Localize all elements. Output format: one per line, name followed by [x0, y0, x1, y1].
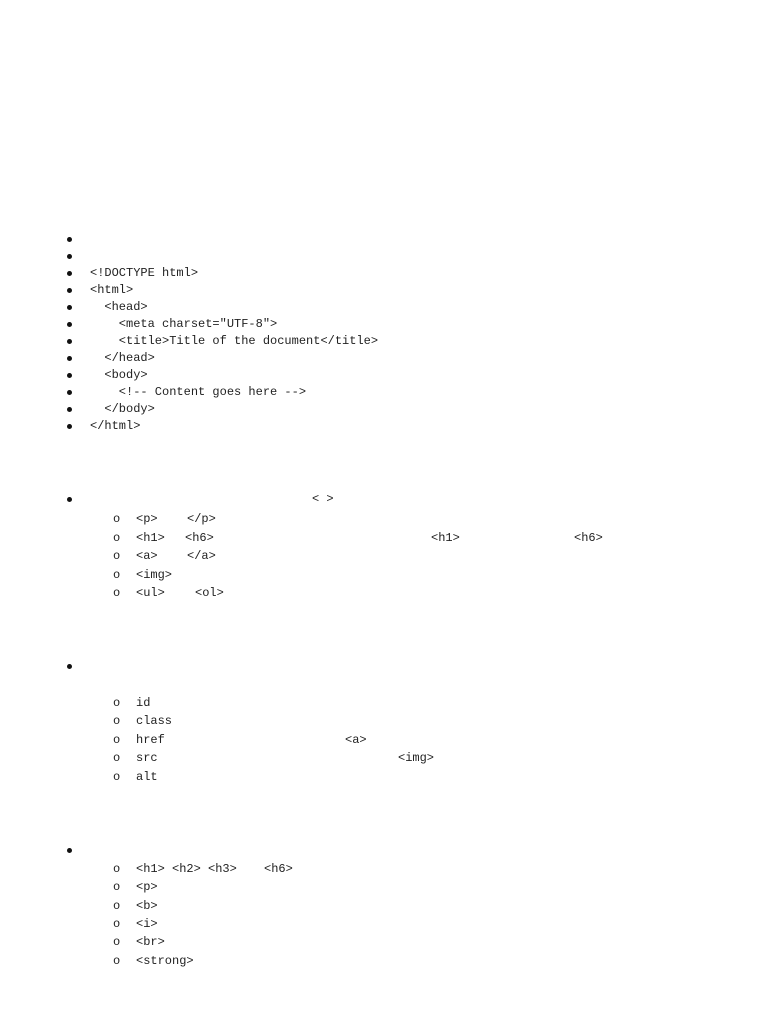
- tag-text: <b>: [136, 899, 158, 913]
- skeleton-line: <body>: [90, 368, 148, 382]
- sub-marker: o: [113, 751, 121, 765]
- sub-marker: o: [113, 899, 121, 913]
- sub-marker: o: [113, 954, 121, 968]
- tag-text: <p>: [136, 512, 158, 526]
- sub-marker: o: [113, 862, 121, 876]
- tag-text: <ul>: [136, 586, 165, 600]
- sub-marker: o: [113, 512, 121, 526]
- tag-text: <h6>: [185, 531, 214, 545]
- bullet: [67, 322, 72, 327]
- sub-marker: o: [113, 696, 121, 710]
- sub-marker: o: [113, 917, 121, 931]
- tag-text: <a>: [136, 549, 158, 563]
- skeleton-line: <head>: [90, 300, 148, 314]
- attribute-text: class: [136, 714, 173, 728]
- attribute-text: id: [136, 696, 151, 710]
- bullet: [67, 424, 72, 429]
- tag-text: <h1>: [136, 531, 165, 545]
- tag-text: <ol>: [195, 586, 224, 600]
- tag-text: <br>: [136, 935, 165, 949]
- bullet: [67, 497, 72, 502]
- tag-text: <h6>: [264, 862, 293, 876]
- sub-marker: o: [113, 714, 121, 728]
- sub-marker: o: [113, 549, 121, 563]
- tag-text: <img>: [398, 751, 435, 765]
- attribute-text: src: [136, 751, 158, 765]
- angle-brackets-text: < >: [312, 492, 334, 506]
- bullet: [67, 848, 72, 853]
- sub-marker: o: [113, 935, 121, 949]
- tag-text: <h1>: [431, 531, 460, 545]
- bullet: [67, 339, 72, 344]
- bullet: [67, 373, 72, 378]
- sub-marker: o: [113, 770, 121, 784]
- sub-marker: o: [113, 568, 121, 582]
- skeleton-line: <html>: [90, 283, 134, 297]
- bullet: [67, 288, 72, 293]
- bullet: [67, 271, 72, 276]
- tag-text: <h6>: [574, 531, 603, 545]
- tag-text: </p>: [187, 512, 216, 526]
- skeleton-line: </html>: [90, 419, 141, 433]
- skeleton-line: <meta charset="UTF-8">: [90, 317, 278, 331]
- bullet: [67, 664, 72, 669]
- sub-marker: o: [113, 586, 121, 600]
- skeleton-line: <!-- Content goes here -->: [90, 385, 307, 399]
- tag-text: </a>: [187, 549, 216, 563]
- sub-marker: o: [113, 733, 121, 747]
- bullet: [67, 390, 72, 395]
- attribute-text: href: [136, 733, 165, 747]
- skeleton-line: <!DOCTYPE html>: [90, 266, 199, 280]
- bullet: [67, 305, 72, 310]
- tag-text: <p>: [136, 880, 158, 894]
- bullet: [67, 237, 72, 242]
- skeleton-line: </body>: [90, 402, 155, 416]
- tag-text: <a>: [345, 733, 367, 747]
- bullet: [67, 407, 72, 412]
- sub-marker: o: [113, 880, 121, 894]
- tag-text: <i>: [136, 917, 158, 931]
- tag-text: <h1> <h2> <h3>: [136, 862, 237, 876]
- bullet: [67, 356, 72, 361]
- bullet: [67, 254, 72, 259]
- sub-marker: o: [113, 531, 121, 545]
- skeleton-line: </head>: [90, 351, 155, 365]
- tag-text: <img>: [136, 568, 173, 582]
- skeleton-line: <title>Title of the document</title>: [90, 334, 379, 348]
- tag-text: <strong>: [136, 954, 194, 968]
- attribute-text: alt: [136, 770, 158, 784]
